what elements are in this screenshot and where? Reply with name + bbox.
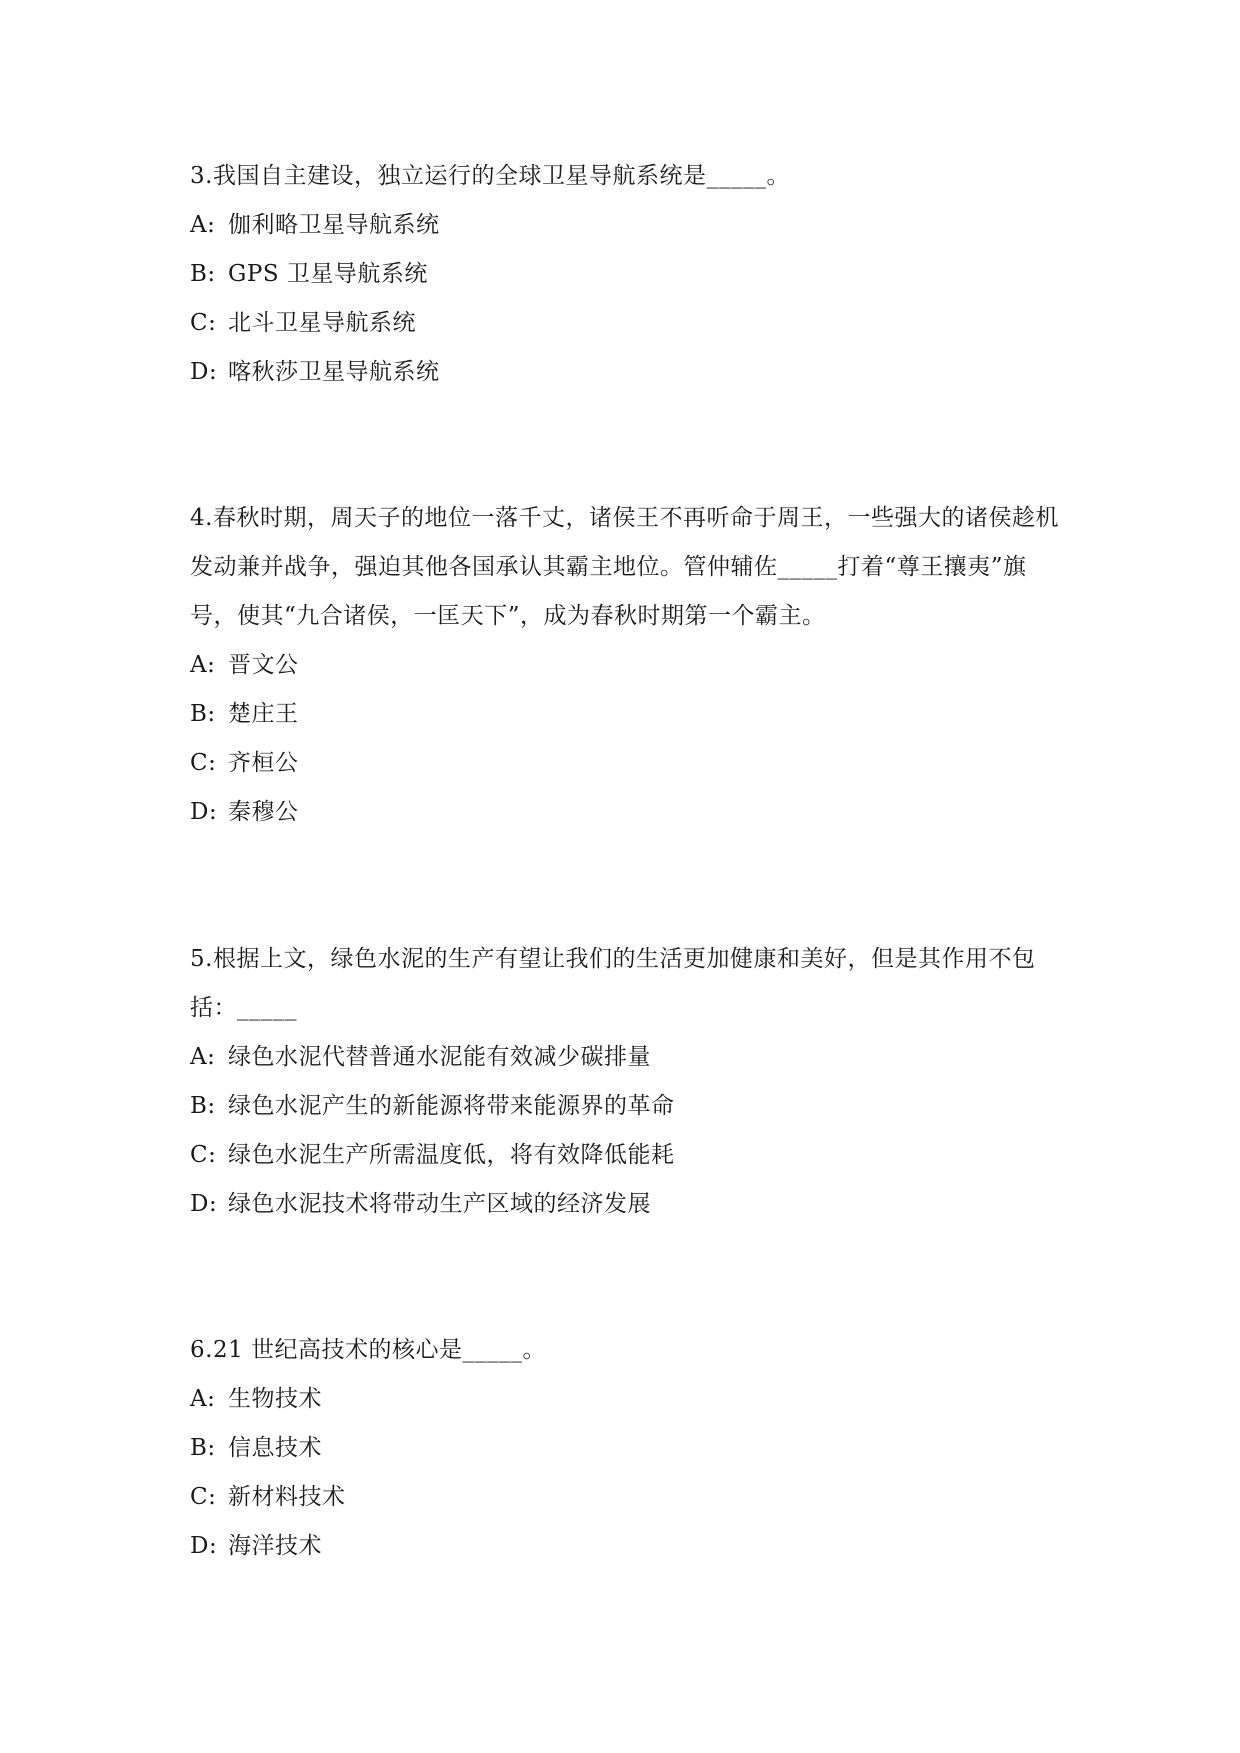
option-b (190, 690, 1070, 739)
option-letter: D: (190, 1533, 218, 1559)
option-c (190, 1473, 1070, 1522)
option-text: 绿色水泥代替普通水泥能有效减少碳排量 (228, 1044, 651, 1070)
option-b (190, 1424, 1070, 1473)
option-text: 秦穆公 (228, 799, 299, 825)
option-text: 北斗卫星导航系统 (228, 310, 416, 336)
option-letter: B: (190, 701, 216, 727)
option-letter: C: (190, 310, 217, 336)
option-letter: C: (190, 1142, 217, 1168)
option-text: 绿色水泥产生的新能源将带来能源界的革命 (228, 1093, 675, 1119)
option-letter: B: (190, 1435, 216, 1461)
option-text: 晋文公 (228, 652, 299, 678)
option-text: GPS 卫星导航系统 (228, 261, 428, 287)
option-c (190, 739, 1070, 788)
option-b (190, 1082, 1070, 1131)
option-letter: A: (190, 1386, 216, 1412)
option-d (190, 788, 1070, 837)
option-letter: C: (190, 750, 217, 776)
option-d (190, 348, 1070, 397)
question-stem: 5.根据上文，绿色水泥的生产有望让我们的生活更加健康和美好，但是其作用不包括：_____ (190, 946, 1036, 1021)
option-letter: A: (190, 212, 216, 238)
option-letter: B: (190, 1093, 216, 1119)
option-a (190, 1033, 1070, 1082)
question-5 (190, 935, 1070, 1229)
option-text: 楚庄王 (228, 701, 299, 727)
option-text: 伽利略卫星导航系统 (228, 212, 440, 238)
option-letter: B: (190, 261, 216, 287)
option-d (190, 1522, 1070, 1571)
option-letter: D: (190, 799, 218, 825)
question-stem: 4.春秋时期，周天子的地位一落千丈，诸侯王不再听命于周王，一些强大的诸侯趁机发动兼并战争，强迫其他各国承认其霸主地位。管仲辅佐_____打着“尊王攘夷”旗号，使其“九合诸侯，一匡天下”，成为春秋时期第一个霸主。 (190, 505, 1059, 629)
option-text: 绿色水泥技术将带动生产区域的经济发展 (228, 1191, 651, 1217)
option-a (190, 201, 1070, 250)
option-letter: A: (190, 1044, 216, 1070)
question-stem: 6.21 世纪高技术的核心是_____。 (190, 1337, 547, 1363)
option-text: 生物技术 (228, 1386, 322, 1412)
option-letter: D: (190, 1191, 218, 1217)
question-stem: 3.我国自主建设，独立运行的全球卫星导航系统是_____。 (190, 163, 790, 189)
option-text: 新材料技术 (228, 1484, 346, 1510)
option-letter: D: (190, 359, 218, 385)
option-letter: A: (190, 652, 216, 678)
option-text: 喀秋莎卫星导航系统 (228, 359, 440, 385)
option-a (190, 1375, 1070, 1424)
question-3 (190, 152, 1070, 397)
option-d (190, 1180, 1070, 1229)
option-text: 海洋技术 (228, 1533, 322, 1559)
option-text: 信息技术 (228, 1435, 322, 1461)
option-a (190, 641, 1070, 690)
option-c (190, 1131, 1070, 1180)
option-letter: C: (190, 1484, 217, 1510)
question-6 (190, 1326, 1070, 1571)
option-text: 齐桓公 (228, 750, 299, 776)
question-4 (190, 494, 1070, 837)
option-b (190, 250, 1070, 299)
option-c (190, 299, 1070, 348)
option-text: 绿色水泥生产所需温度低，将有效降低能耗 (228, 1142, 675, 1168)
